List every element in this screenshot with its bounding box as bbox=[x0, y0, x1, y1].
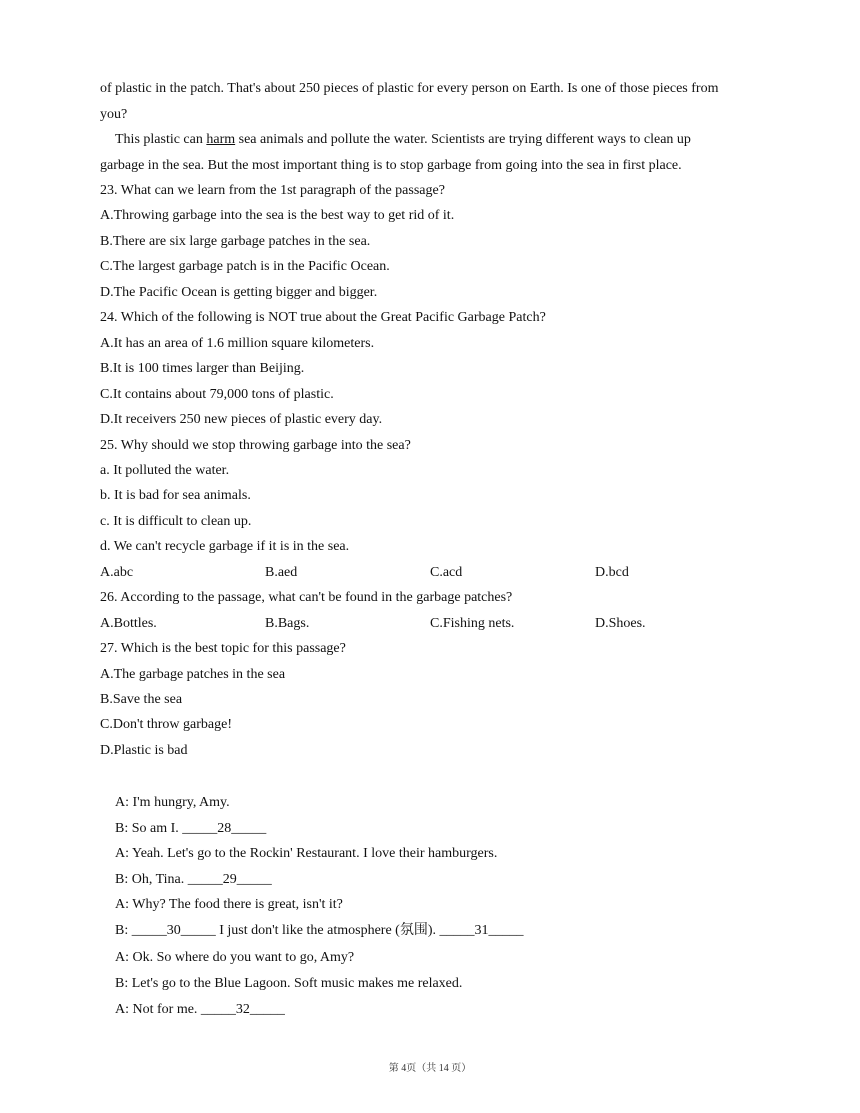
dialogue-line: B: _____30_____ I just don't like the atmosphere (氛围). _____31_____ bbox=[115, 923, 524, 938]
passage-line bbox=[115, 131, 691, 149]
question-24-stem: 24. Which of the following is NOT true about the Great Pacific Garbage Patch? bbox=[100, 310, 546, 325]
option-a: A.abc bbox=[100, 565, 134, 580]
statement-a: a. It polluted the water. bbox=[100, 463, 230, 478]
option-d: D.Shoes. bbox=[595, 616, 646, 631]
statement-d: d. We can't recycle garbage if it is in the sea. bbox=[100, 539, 350, 554]
option-b: B.Save the sea bbox=[100, 692, 183, 707]
question-26-stem: 26. According to the passage, what can't be found in the garbage patches? bbox=[100, 590, 513, 605]
option-d: D.bcd bbox=[595, 565, 629, 580]
option-c: C.acd bbox=[430, 565, 463, 580]
option-d: D.The Pacific Ocean is getting bigger and bigger. bbox=[100, 285, 378, 300]
option-b: B.aed bbox=[265, 565, 298, 580]
dialogue-line: A: Ok. So where do you want to go, Amy? bbox=[115, 950, 355, 965]
question-25-stem: 25. Why should we stop throwing garbage into the sea? bbox=[100, 438, 411, 453]
option-b: B.There are six large garbage patches in the sea. bbox=[100, 234, 371, 249]
option-b: B.Bags. bbox=[265, 616, 310, 631]
dialogue-line: A: Not for me. _____32_____ bbox=[115, 1002, 285, 1017]
dialogue-line: B: Let's go to the Blue Lagoon. Soft music makes me relaxed. bbox=[115, 976, 463, 991]
statement-c: c. It is difficult to clean up. bbox=[100, 514, 252, 529]
option-a: A.Bottles. bbox=[100, 616, 157, 631]
underlined-word: harm bbox=[206, 132, 236, 147]
question-23-stem: 23. What can we learn from the 1st paragraph of the passage? bbox=[100, 183, 445, 198]
passage-line: you? bbox=[100, 107, 128, 122]
passage-text: This plastic can bbox=[115, 132, 207, 147]
option-a: A.Throwing garbage into the sea is the best way to get rid of it. bbox=[100, 208, 455, 223]
page-footer: 第 4页（共 14 页） bbox=[388, 1063, 472, 1074]
dialogue-line: A: I'm hungry, Amy. bbox=[115, 795, 230, 810]
statement-b: b. It is bad for sea animals. bbox=[100, 488, 251, 503]
option-b: B.It is 100 times larger than Beijing. bbox=[100, 361, 305, 376]
dialogue-line: B: Oh, Tina. _____29_____ bbox=[115, 872, 272, 887]
passage-line: of plastic in the patch. That's about 250 pieces of plastic for every person on Earth. Is one of those pieces from bbox=[100, 81, 719, 96]
passage-text: sea animals and pollute the water. Scientists are trying different ways to clean up bbox=[235, 132, 691, 147]
dialogue-line: A: Why? The food there is great, isn't it? bbox=[115, 897, 343, 912]
dialogue-line: A: Yeah. Let's go to the Rockin' Restaurant. I love their hamburgers. bbox=[115, 846, 498, 861]
option-d: D.Plastic is bad bbox=[100, 743, 188, 758]
option-a: A.The garbage patches in the sea bbox=[100, 667, 286, 682]
option-a: A.It has an area of 1.6 million square kilometers. bbox=[100, 336, 375, 351]
option-d: D.It receivers 250 new pieces of plastic every day. bbox=[100, 412, 383, 427]
option-c: C.It contains about 79,000 tons of plastic. bbox=[100, 387, 334, 402]
option-c: C.Fishing nets. bbox=[430, 616, 515, 631]
question-27-stem: 27. Which is the best topic for this passage? bbox=[100, 641, 346, 656]
option-c: C.Don't throw garbage! bbox=[100, 717, 232, 732]
dialogue-line: B: So am I. _____28_____ bbox=[115, 821, 267, 836]
option-c: C.The largest garbage patch is in the Pacific Ocean. bbox=[100, 259, 390, 274]
passage-line: garbage in the sea. But the most important thing is to stop garbage from going into the sea in first place. bbox=[100, 158, 682, 173]
